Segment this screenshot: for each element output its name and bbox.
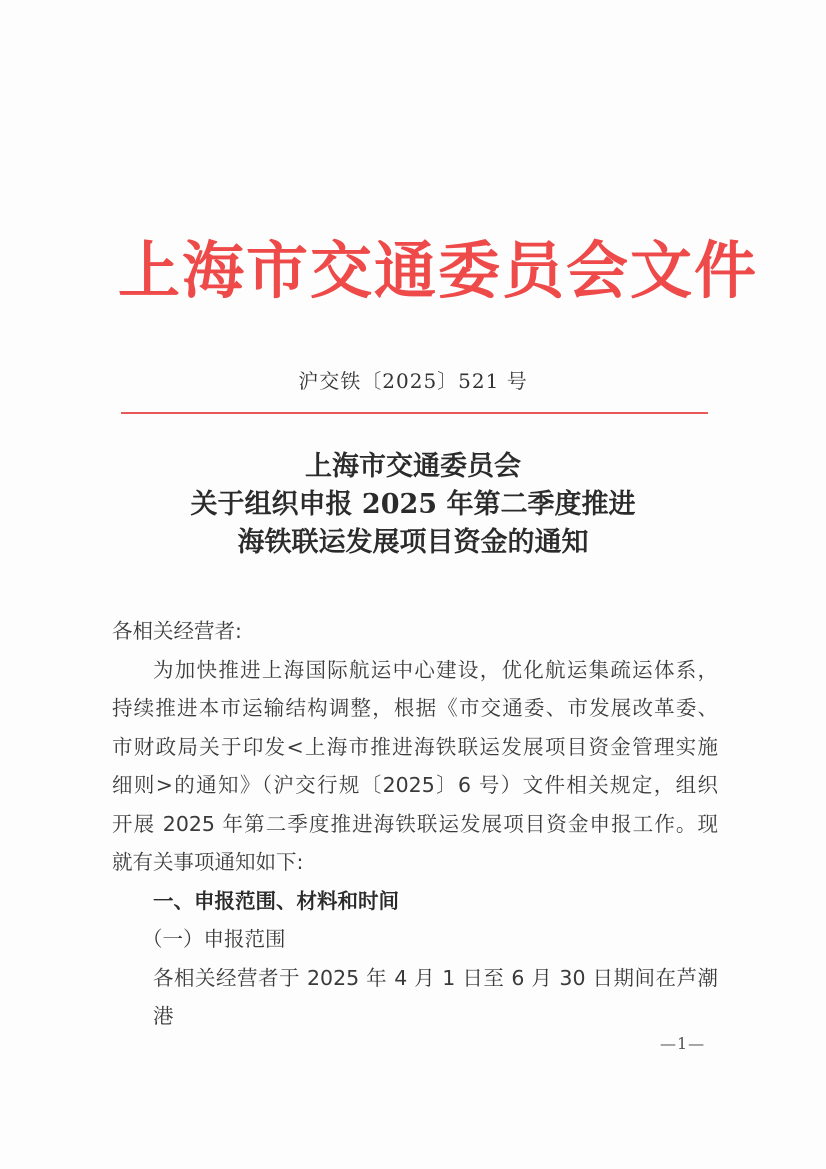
notice-title-line-2: 关于组织申报 2025 年第二季度推进 <box>190 489 636 520</box>
intro-paragraph-line-1: 为加快推进上海国际航运中心建设，优化航运集疏运体系， <box>153 657 718 682</box>
red-divider-line <box>121 412 708 414</box>
intro-paragraph-line-5: 开展 2025 年第二季度推进海铁联运发展项目资金申报工作。现 <box>112 811 718 836</box>
notice-title-line-3: 海铁联运发展项目资金的通知 <box>237 527 589 558</box>
document-number: 沪交铁〔2025〕521 号 <box>298 369 528 393</box>
intro-paragraph-line-2: 持续推进本市运输结构调整，根据《市交通委、市发展改革委、 <box>112 696 718 720</box>
notice-title <box>0 448 826 562</box>
notice-body <box>112 612 718 1036</box>
notice-title-line-1: 上海市交通委员会 <box>305 451 521 482</box>
document-header-title: 上海市交通委员会文件 <box>118 234 759 307</box>
intro-paragraph-line-6: 就有关事项通知如下: <box>112 850 304 874</box>
salutation: 各相关经营者: <box>112 619 242 643</box>
page-number: —1— <box>660 1034 706 1053</box>
subsection-1-text: 各相关经营者于 2025 年 4 月 1 日至 6 月 30 日期间在芦潮港 <box>153 965 718 1028</box>
intro-paragraph-line-3: 市财政局关于印发<上海市推进海铁联运发展项目资金管理实施 <box>112 734 718 759</box>
intro-paragraph-line-4: 细则>的通知》（沪交行规〔2025〕6 号）文件相关规定，组织 <box>112 773 718 797</box>
section-heading-1: 一、申报范围、材料和时间 <box>153 888 399 913</box>
subsection-heading-1: （一）申报范围 <box>142 927 286 951</box>
